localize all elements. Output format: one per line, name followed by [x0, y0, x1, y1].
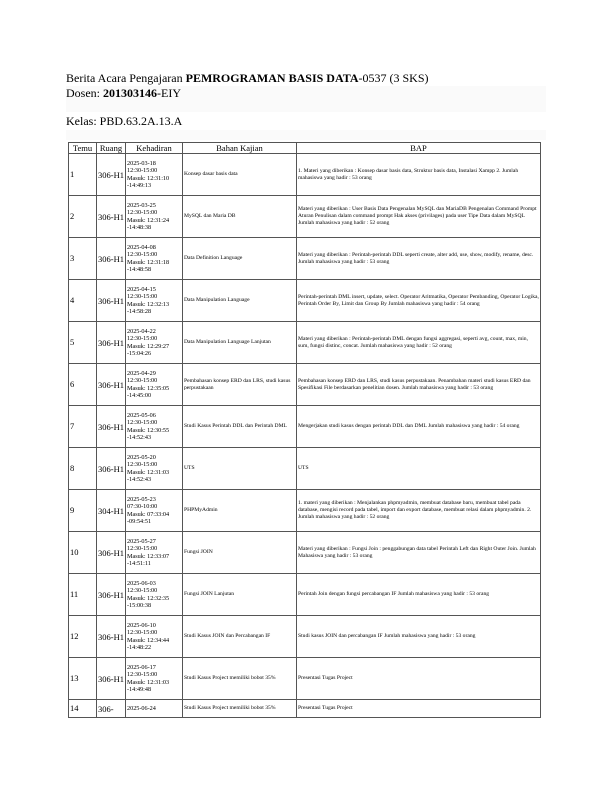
kehadiran-line: 2025-05-27 — [127, 537, 156, 545]
cell-bahan-kajian: MySQL dan Maria DB — [183, 196, 297, 238]
kehadiran-line: 12:30-15:00 — [127, 209, 158, 216]
kehadiran-line: 2025-03-18 — [127, 159, 156, 167]
kehadiran-line: 12:30-15:00 — [127, 251, 158, 258]
table-header-row — [69, 143, 541, 154]
kehadiran-line: 2025-06-03 — [127, 579, 156, 587]
kehadiran-line: 12:30-15:00 — [127, 545, 158, 552]
cell-temu: 1 — [69, 154, 97, 196]
table-row — [69, 154, 541, 196]
kehadiran-line: -14:45:00 — [127, 392, 152, 399]
kehadiran-line: Masuk: 12:34:44 — [127, 636, 170, 644]
table-row — [69, 364, 541, 406]
cell-kehadiran — [126, 196, 183, 238]
kehadiran-line: Masuk: 12:31:18 — [127, 258, 170, 266]
kehadiran-line: -14:52:43 — [127, 434, 152, 441]
cell-bap: UTS — [297, 448, 541, 490]
kehadiran-line: 07:30-10:00 — [127, 503, 158, 510]
cell-kehadiran — [126, 448, 183, 490]
kehadiran-line: 2025-04-22 — [127, 327, 156, 335]
kehadiran-line: -14:49:13 — [127, 182, 152, 189]
cell-temu: 14 — [69, 700, 97, 718]
table-row — [69, 322, 541, 364]
cell-kehadiran — [126, 406, 183, 448]
cell-kehadiran — [126, 238, 183, 280]
cell-kehadiran — [126, 280, 183, 322]
table-row — [69, 616, 541, 658]
kehadiran-line: 2025-06-10 — [127, 621, 156, 629]
cell-kehadiran — [126, 490, 183, 532]
kehadiran-line: -14:48:38 — [127, 224, 152, 231]
cell-ruang: 306-H1 — [97, 154, 126, 196]
cell-bahan-kajian: Data Manipulation Language — [183, 280, 297, 322]
lecturer-line — [66, 86, 546, 100]
table-body — [69, 154, 541, 718]
kehadiran-line: -14:48:58 — [127, 266, 152, 273]
attendance-table — [68, 142, 541, 718]
cell-ruang: 304-H1 — [97, 490, 126, 532]
cell-kehadiran — [126, 532, 183, 574]
kehadiran-line: Masuk: 12:31:10 — [127, 174, 170, 182]
dosen-suffix: -EIY — [157, 86, 181, 100]
cell-bap: Materi yang diberikan : Perintah-perintah DDL seperti create, alter add, use, show, modify, rename, desc. Jumlah mahasiswa yang hadir : 53 orang — [297, 238, 541, 280]
table-row — [69, 448, 541, 490]
kehadiran-line: 12:30-15:00 — [127, 335, 158, 342]
cell-ruang: 306-H1 — [97, 532, 126, 574]
cell-ruang: 306-H1 — [97, 574, 126, 616]
kehadiran-line: Masuk: 07:33:04 — [127, 510, 170, 518]
cell-bahan-kajian: Studi Kasus Project memiliki bobot 35% — [183, 658, 297, 700]
cell-bap: Pembahasan konsep ERD dan LRS, studi kasus perpustakaan. Penambahan materi studi kasus ERD dan Spesifikasi File berdasarkan penelitian dosen. Jumlah mahasiswa yang hadir : 53 orang — [297, 364, 541, 406]
kehadiran-line: 2025-06-17 — [127, 663, 156, 671]
cell-kehadiran — [126, 700, 183, 718]
cell-bahan-kajian: Studi Kasus Perintah DDL dan Perintah DML — [183, 406, 297, 448]
course-suffix: -0537 (3 SKS) — [358, 71, 429, 85]
kehadiran-line: 2025-03-25 — [127, 201, 156, 209]
cell-bap: 1. materi yang diberikan : Menjalankan phpmyadmin, membuat database baru, membuat tabel pada database, mengisi record pada tabel, import dan export database, membuat relasi dalam phpmyadmin. 2. Jumlah mahasiswa yang hadir : 52 orang — [297, 490, 541, 532]
cell-bahan-kajian: Fungsi JOIN Lanjutan — [183, 574, 297, 616]
cell-temu: 13 — [69, 658, 97, 700]
cell-temu: 10 — [69, 532, 97, 574]
kehadiran-line: Masuk: 12:32:13 — [127, 300, 170, 308]
cell-kehadiran — [126, 616, 183, 658]
cell-ruang: 306-H1 — [97, 658, 126, 700]
kehadiran-line: Masuk: 12:35:05 — [127, 384, 170, 392]
kehadiran-line: -09:54:51 — [127, 518, 152, 525]
column-header-ruang: Ruang — [97, 143, 126, 154]
cell-ruang: 306-H1 — [97, 364, 126, 406]
cell-bap: Materi yang diberikan : Perintah-perintah DML dengan fungsi aggregasi, seperti avg, count, max, min, sum, fungsi distinc, concat. Jumlah mahasiswa yang hadir : 52 orang — [297, 322, 541, 364]
cell-bahan-kajian: Studi Kasus JOIN dan Percabangan IF — [183, 616, 297, 658]
kehadiran-line: -14:51:11 — [127, 560, 151, 567]
kehadiran-line: 12:30-15:00 — [127, 419, 158, 426]
kehadiran-line: -14:52:43 — [127, 476, 152, 483]
cell-bap: Perintah-perintah DML insert, update, select. Operator Aritmatika, Operator Pembanding, Operator Logika, Perintah Order By, Limit dan Group By Jumlah mahasiswa yang hadir : 54 orang — [297, 280, 541, 322]
cell-ruang: 306-H1 — [97, 616, 126, 658]
cell-temu: 7 — [69, 406, 97, 448]
kehadiran-line: Masuk: 12:32:35 — [127, 594, 170, 602]
kehadiran-line: Masuk: 12:31:03 — [127, 468, 170, 476]
cell-bap: Materi yang diberikan : User Basis Data Pengenalan MySQL dan MariaDB Pengenalan Command Prompt Aturan Penulisan dalam command prompt Hak akses (privilages) pada user Tipe Data dalam MySQL Jumlah mahasiswa yang hadir : 52 orang — [297, 196, 541, 238]
cell-bahan-kajian: Studi Kasus Project memiliki bobot 35% — [183, 700, 297, 718]
cell-bahan-kajian: Konsep dasar basis data — [183, 154, 297, 196]
kehadiran-line: Masuk: 12:31:03 — [127, 678, 170, 686]
header-spacer — [66, 100, 546, 112]
cell-bap: Perintah Join dengan fungsi percabangan IF Jumlah mahasiswa yang hadir : 53 orang — [297, 574, 541, 616]
column-header-kehadiran: Kehadiran — [126, 143, 183, 154]
kehadiran-line: Masuk: 12:33:07 — [127, 552, 170, 560]
cell-bahan-kajian: Data Definition Language — [183, 238, 297, 280]
kehadiran-line: 2025-05-20 — [127, 453, 156, 461]
cell-temu: 11 — [69, 574, 97, 616]
kehadiran-line: 12:30-15:00 — [127, 461, 158, 468]
kehadiran-line: 12:30-15:00 — [127, 377, 158, 384]
cell-temu: 2 — [69, 196, 97, 238]
cell-kehadiran — [126, 574, 183, 616]
kehadiran-line: 12:30-15:00 — [127, 587, 158, 594]
kehadiran-line: 2025-04-29 — [127, 369, 156, 377]
cell-bahan-kajian: UTS — [183, 448, 297, 490]
table-row — [69, 574, 541, 616]
kehadiran-line: 2025-06-24 — [127, 704, 156, 712]
table-row — [69, 658, 541, 700]
cell-ruang: 306-H1 — [97, 238, 126, 280]
kehadiran-line: -14:58:28 — [127, 308, 152, 315]
cell-temu: 9 — [69, 490, 97, 532]
kehadiran-line: Masuk: 12:29:27 — [127, 342, 170, 350]
title-prefix: Berita Acara Pengajaran — [66, 71, 186, 85]
cell-temu: 4 — [69, 280, 97, 322]
dosen-label: Dosen: — [66, 86, 103, 100]
table-row — [69, 532, 541, 574]
cell-ruang: 306-H1 — [97, 322, 126, 364]
kehadiran-line: Masuk: 12:31:24 — [127, 216, 170, 224]
kehadiran-line: 2025-05-23 — [127, 495, 156, 503]
column-header-bahan-kajian: Bahan Kajian — [183, 143, 297, 154]
kehadiran-line: 2025-05-06 — [127, 411, 156, 419]
kehadiran-line: 12:30-15:00 — [127, 167, 158, 174]
table-row — [69, 406, 541, 448]
cell-bahan-kajian: PHPMyAdmin — [183, 490, 297, 532]
header-spacer-2 — [66, 130, 546, 140]
kehadiran-line: 2025-04-08 — [127, 243, 156, 251]
cell-ruang: 306-H1 — [97, 406, 126, 448]
kehadiran-line: 12:30-15:00 — [127, 293, 158, 300]
cell-bahan-kajian: Fungsi JOIN — [183, 532, 297, 574]
cell-temu: 6 — [69, 364, 97, 406]
report-title — [66, 71, 546, 85]
cell-temu: 8 — [69, 448, 97, 490]
cell-bap: Materi yang diberikan : Fungsi Join : penggabungan data tabel Perintah Left dan Right Outer Join. Jumlah Mahasiswa yang hadir : 53 orang — [297, 532, 541, 574]
table-row — [69, 700, 541, 718]
cell-ruang: 306-H1 — [97, 448, 126, 490]
cell-kehadiran — [126, 322, 183, 364]
cell-bap: Mengerjakan studi kasus dengan perintah DDL dan DML Jumlah mahasiswa yang hadir : 54 orang — [297, 406, 541, 448]
column-header-bap: BAP — [297, 143, 541, 154]
cell-bap: Studi kasus JOIN dan percabangan IF Jumlah mahasiswa yang hadir : 53 orang — [297, 616, 541, 658]
cell-ruang: 306- — [97, 700, 126, 718]
cell-kehadiran — [126, 364, 183, 406]
cell-temu: 5 — [69, 322, 97, 364]
course-name: PEMROGRAMAN BASIS DATA — [185, 71, 359, 85]
cell-bahan-kajian: Pembahasan konsep ERD dan LRS, studi kasus perpustakaan — [183, 364, 297, 406]
cell-kehadiran — [126, 154, 183, 196]
cell-ruang: 306-H1 — [97, 196, 126, 238]
cell-bap: Presentasi Tugas Project — [297, 700, 541, 718]
cell-temu: 12 — [69, 616, 97, 658]
cell-kehadiran — [126, 658, 183, 700]
kehadiran-line: 2025-04-15 — [127, 285, 156, 293]
kehadiran-line: -15:04:26 — [127, 350, 152, 357]
kehadiran-line: -14:48:22 — [127, 644, 152, 651]
cell-bahan-kajian: Data Manipulation Language Lanjutan — [183, 322, 297, 364]
cell-bap: Presentasi Tugas Project — [297, 658, 541, 700]
table-row — [69, 196, 541, 238]
table-row — [69, 238, 541, 280]
cell-temu: 3 — [69, 238, 97, 280]
kehadiran-line: 12:30-15:00 — [127, 629, 158, 636]
kehadiran-line: 12:30-15:00 — [127, 671, 158, 678]
cell-bap: 1. Materi yang diberikan : Konsep dasar basis data, Struktur basis data, Instalasi Xampp 2. Jumlah mahasiswa yang hadir : 53 orang — [297, 154, 541, 196]
dosen-id: 201303146 — [103, 86, 157, 100]
kehadiran-line: -14:49:48 — [127, 686, 152, 693]
column-header-temu: Temu — [69, 143, 97, 154]
cell-ruang: 306-H1 — [97, 280, 126, 322]
kehadiran-line: Masuk: 12:30:55 — [127, 426, 170, 434]
class-line: Kelas: PBD.63.2A.13.A — [66, 114, 183, 128]
table-row — [69, 490, 541, 532]
kehadiran-line: -15:00:38 — [127, 602, 152, 609]
table-row — [69, 280, 541, 322]
